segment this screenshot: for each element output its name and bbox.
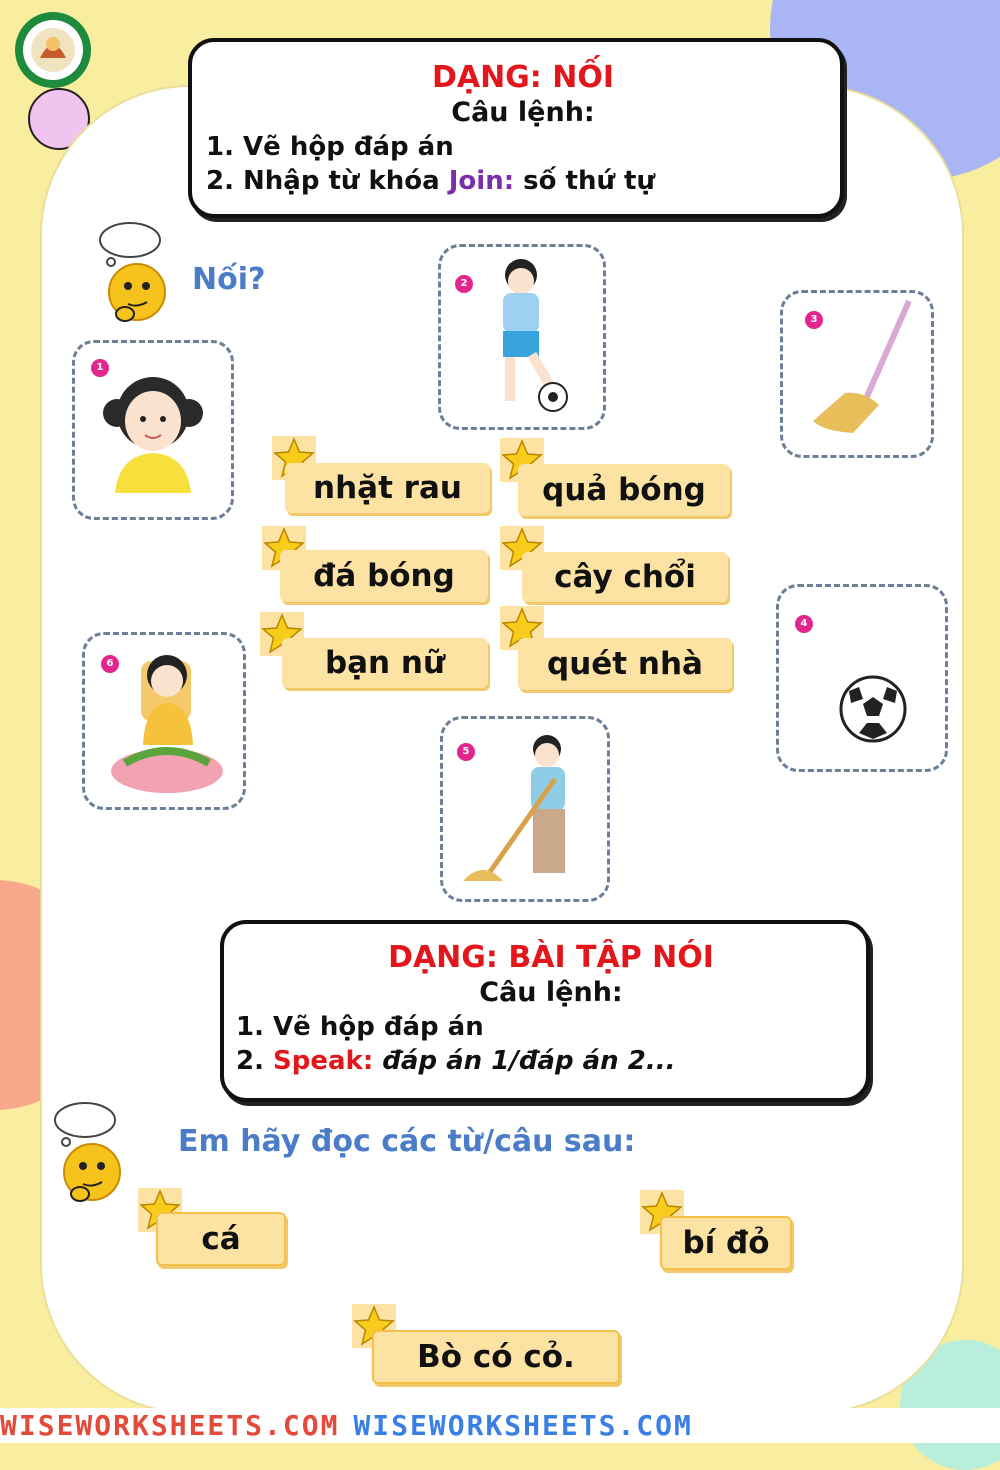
instruction-subtitle: Câu lệnh: bbox=[479, 977, 623, 1008]
picture-number: 2 bbox=[455, 275, 473, 293]
watermark-text: WISEWORKSHEETS.COM bbox=[0, 1409, 340, 1442]
picture-number: 1 bbox=[91, 359, 109, 377]
footer-watermark bbox=[0, 1408, 1000, 1443]
instruction-line-1: 1. Vẽ hộp đáp án bbox=[236, 1012, 484, 1042]
word-box-da-bong[interactable]: đá bóng bbox=[280, 550, 488, 602]
soccer-ball-icon bbox=[779, 587, 945, 769]
read-item-bi-do[interactable]: bí đỏ bbox=[660, 1216, 792, 1270]
picture-card-2 bbox=[438, 244, 606, 430]
girl-yellow-shirt-icon bbox=[75, 343, 231, 517]
library-logo bbox=[6, 10, 100, 90]
question-join: Nối? bbox=[192, 262, 266, 297]
read-item-bo-co-co[interactable]: Bò có cỏ. bbox=[372, 1330, 620, 1384]
word-box-qua-bong[interactable]: quả bóng bbox=[518, 464, 730, 516]
word-box-nhat-rau[interactable]: nhặt rau bbox=[285, 463, 490, 513]
word-box-quet-nha[interactable]: quét nhà bbox=[518, 638, 732, 690]
question-read: Em hãy đọc các từ/câu sau: bbox=[178, 1124, 636, 1159]
boy-kicking-ball-icon bbox=[441, 247, 603, 427]
thinking-face-icon bbox=[50, 1100, 126, 1204]
broom-icon bbox=[783, 293, 931, 455]
instruction-box-speak bbox=[220, 920, 870, 1102]
instruction-title: DẠNG: BÀI TẬP NÓI bbox=[388, 940, 714, 975]
instruction-subtitle: Câu lệnh: bbox=[451, 97, 595, 128]
boy-sweeping-icon bbox=[443, 719, 607, 899]
read-item-ca[interactable]: cá bbox=[156, 1212, 286, 1266]
thinking-face-icon bbox=[95, 220, 171, 324]
picture-number: 4 bbox=[795, 615, 813, 633]
instruction-box-join bbox=[188, 38, 844, 218]
instruction-title: DẠNG: NỐI bbox=[431, 60, 615, 95]
picture-card-5 bbox=[440, 716, 610, 902]
picture-number: 3 bbox=[805, 311, 823, 329]
join-keyword: Join: bbox=[448, 166, 515, 196]
speak-keyword: Speak: bbox=[273, 1046, 374, 1076]
instruction-line-2: 2. Nhập từ khóa Join: số thứ tự bbox=[206, 166, 655, 196]
instruction-line-2: 2. Speak: đáp án 1/đáp án 2... bbox=[236, 1046, 676, 1076]
word-box-cay-choi[interactable]: cây chổi bbox=[522, 552, 728, 602]
picture-number: 5 bbox=[457, 743, 475, 761]
picture-number: 6 bbox=[101, 655, 119, 673]
picture-card-6 bbox=[82, 632, 246, 810]
girl-picking-vegetables-icon bbox=[85, 635, 243, 807]
word-box-ban-nu[interactable]: bạn nữ bbox=[282, 638, 488, 688]
picture-card-4 bbox=[776, 584, 948, 772]
instruction-line-1: 1. Vẽ hộp đáp án bbox=[206, 132, 454, 162]
picture-card-1 bbox=[72, 340, 234, 520]
picture-card-3 bbox=[780, 290, 934, 458]
watermark-text: WISEWORKSHEETS.COM bbox=[353, 1409, 693, 1442]
